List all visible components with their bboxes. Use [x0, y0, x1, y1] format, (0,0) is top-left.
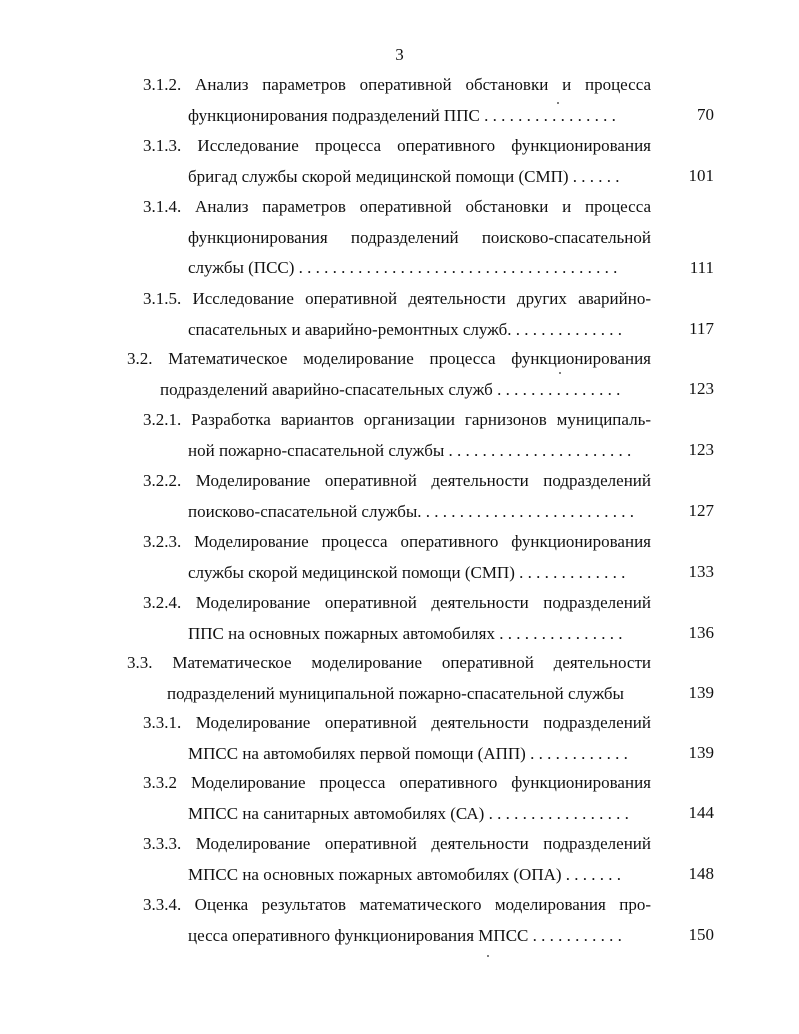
toc-page-number: 139 — [688, 743, 714, 762]
toc-page-number: 123 — [688, 379, 714, 398]
toc-entry-line: подразделений аварийно-спасательных служб . . . . . . . . . . . . . . . — [160, 379, 621, 399]
toc-entry-line: 3.2.4. Моделирование оперативной деятельности подразделений — [143, 593, 651, 612]
toc-entry-line: 3.3.1. Моделирование оперативной деятельности подразделений — [143, 713, 651, 732]
toc-entry-line: ной пожарно-спасательной службы . . . . . . . . . . . . . . . . . . . . . . — [188, 440, 632, 460]
toc-entry-line: 3.3.2 Моделирование процесса оперативного функционирования — [143, 773, 651, 792]
toc-entry-line: 3.3. Математическое моделирование оперативной деятельности — [127, 653, 651, 672]
toc-page-number: 150 — [688, 925, 714, 944]
toc-page-number: 144 — [688, 803, 714, 822]
toc-entry — [143, 405, 651, 466]
toc-entry — [143, 890, 651, 951]
toc-entry-line: 3.1.3. Исследование процесса оперативного функционирования — [143, 136, 651, 155]
toc-entry — [143, 192, 651, 284]
toc-entry-line: 3.1.5. Исследование оперативной деятельности других аварийно- — [143, 289, 651, 308]
toc-page-number: 111 — [689, 258, 714, 277]
toc-entry-line: 3.2.3. Моделирование процесса оперативного функционирования — [143, 532, 651, 551]
toc-page-number: 136 — [688, 623, 714, 642]
toc-entry-line: цесса оперативного функционирования МПСС . . . . . . . . . . . — [188, 925, 622, 945]
toc-entry-line: бригад службы скорой медицинской помощи (СМП) . . . . . . — [188, 166, 620, 186]
toc-entry-line: функционирования подразделений поисково-спасательной — [188, 227, 651, 247]
toc-page-number: 123 — [688, 440, 714, 459]
toc-entry-line: МПСС на автомобилях первой помощи (АПП) . . . . . . . . . . . . — [188, 743, 628, 763]
toc-entry-line: 3.3.3. Моделирование оперативной деятельности подразделений — [143, 834, 651, 853]
toc-entry-line: 3.3.4. Оценка результатов математического моделирования про- — [143, 895, 651, 914]
scan-speck — [487, 955, 489, 957]
toc-entry — [143, 527, 651, 588]
toc-entry — [127, 344, 651, 405]
toc-entry-line: ППС на основных пожарных автомобилях . . . . . . . . . . . . . . . — [188, 623, 623, 643]
toc-entry-line: 3.2.2. Моделирование оперативной деятельности подразделений — [143, 471, 651, 490]
toc-entry — [143, 829, 651, 890]
toc-page-number: 127 — [688, 501, 714, 520]
toc-entry-line: 3.1.4. Анализ параметров оперативной обстановки и процесса — [143, 197, 651, 216]
toc-entry-line: службы скорой медицинской помощи (СМП) . . . . . . . . . . . . . — [188, 562, 626, 582]
toc-entry-line: функционирования подразделений ППС . . . . . . . . . . . . . . . . — [188, 105, 616, 125]
toc-page-number: 117 — [689, 319, 714, 338]
scan-speck — [559, 372, 561, 374]
toc-entry-line: подразделений муниципальной пожарно-спасательной службы — [167, 683, 624, 703]
toc-entry-line: поисково-спасательной службы. . . . . . . . . . . . . . . . . . . . . . . . . . — [188, 501, 635, 521]
toc-entry — [127, 648, 651, 709]
toc-entry-line: спасательных и аварийно-ремонтных служб. . . . . . . . . . . . . . — [188, 319, 623, 339]
toc-entry — [143, 131, 651, 192]
toc-entry-line: 3.1.2. Анализ параметров оперативной обстановки и процесса — [143, 75, 651, 94]
toc-page-number: 139 — [688, 683, 714, 702]
toc-entry-line: 3.2. Математическое моделирование процесса функционирования — [127, 349, 651, 368]
scan-speck — [557, 102, 559, 104]
toc-entry-line: МПСС на основных пожарных автомобилях (ОПА) . . . . . . . — [188, 864, 622, 884]
toc-entry — [143, 466, 651, 527]
toc-entry-line: МПСС на санитарных автомобилях (СА) . . . . . . . . . . . . . . . . . — [188, 803, 629, 823]
toc-page-number: 101 — [688, 166, 714, 185]
toc-entry — [143, 708, 651, 769]
page-number: 3 — [395, 45, 404, 64]
toc-page-number: 133 — [688, 562, 714, 581]
toc-entry-line: 3.2.1. Разработка вариантов организации гарнизонов муниципаль- — [143, 410, 651, 429]
toc-page-number: 148 — [688, 864, 714, 883]
toc-entry-line: службы (ПСС) . . . . . . . . . . . . . . . . . . . . . . . . . . . . . . . . . . . . . . — [188, 258, 618, 277]
toc-entry — [143, 588, 651, 649]
toc-entry — [143, 768, 651, 829]
toc-entry — [143, 70, 651, 131]
toc-page-number: 70 — [697, 105, 714, 124]
toc-entry — [143, 284, 651, 345]
